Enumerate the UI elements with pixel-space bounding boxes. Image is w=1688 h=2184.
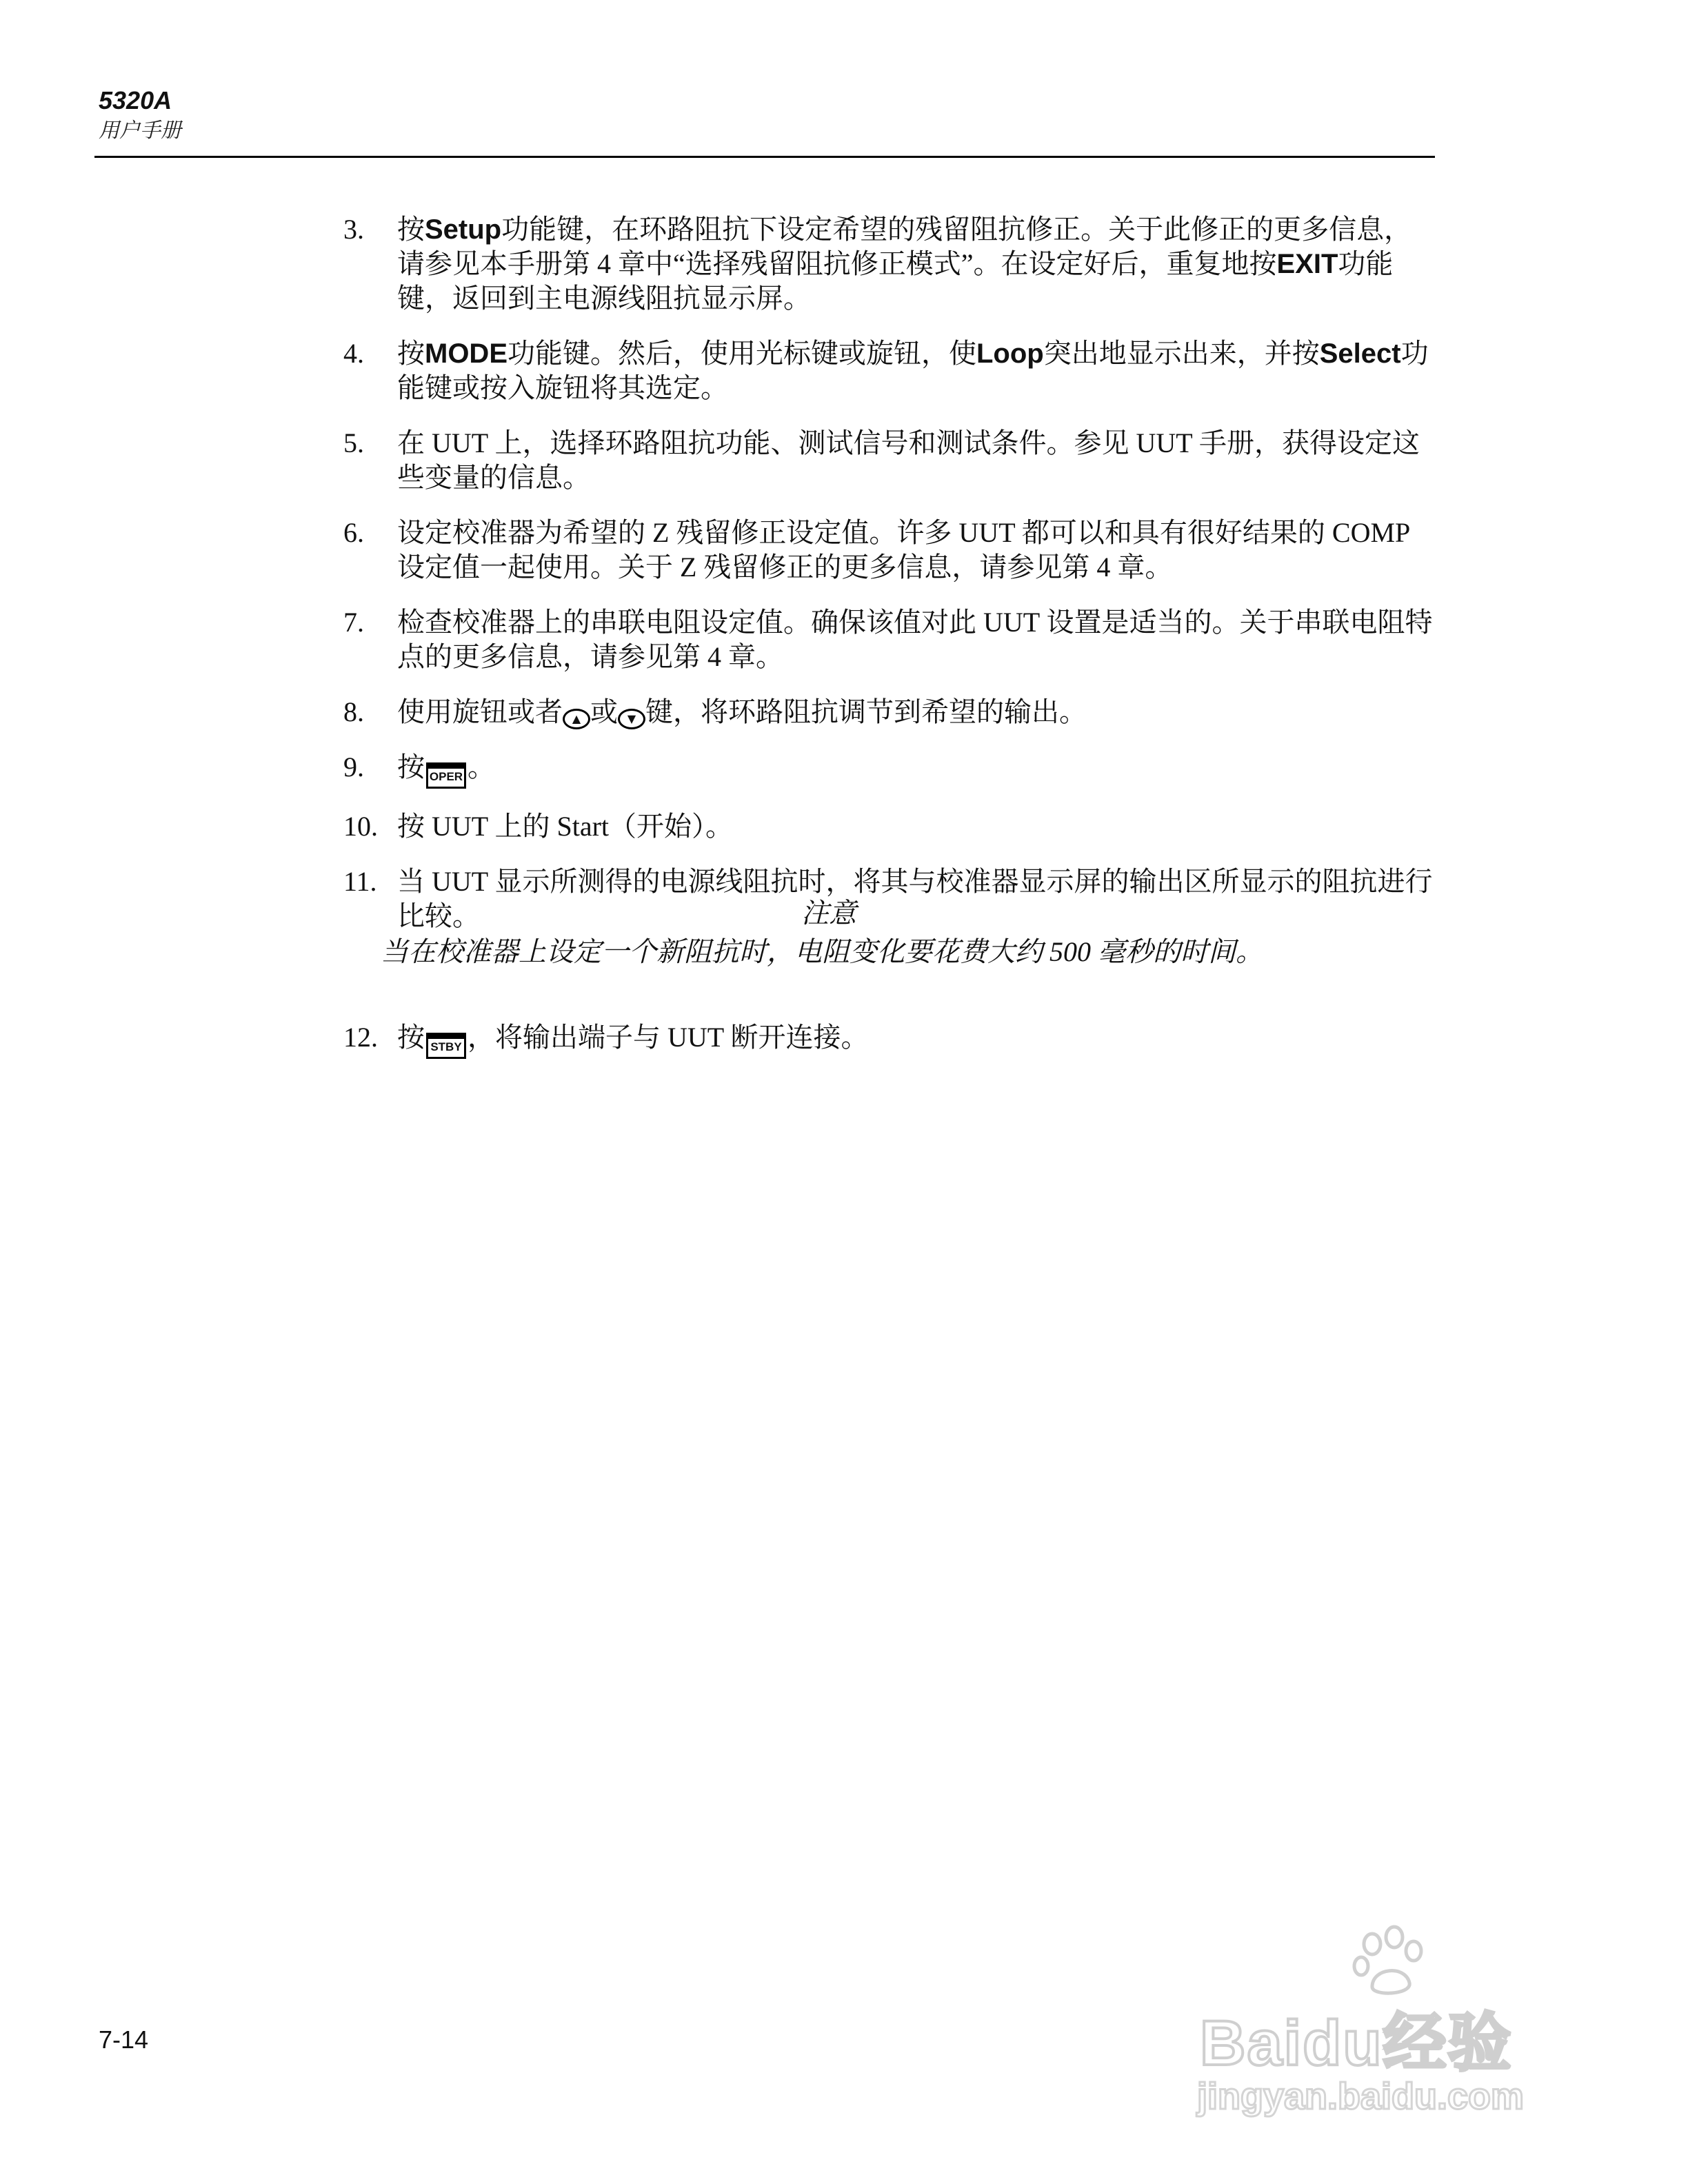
step-text: 设定校准器为希望的 Z 残留修正设定值。许多 UUT 都可以和具有很好结果的 COMP 设定值一起使用。关于 Z 残留修正的更多信息，请参见第 4 章。 (397, 517, 1409, 583)
step-text: 按 OPER 。 (397, 751, 495, 782)
step-text: 在 UUT 上，选择环路阻抗功能、测试信号和测试条件。参见 UUT 手册，获得设定这些变量的信息。 (397, 427, 1420, 493)
header-divider (94, 156, 1435, 158)
step-7 (343, 605, 1433, 674)
step-3 (343, 212, 1433, 316)
step-9 (343, 750, 1433, 789)
up-arrow-key-icon: ▲ (563, 709, 590, 729)
manual-model: 5320A (99, 86, 172, 114)
down-arrow-key-icon: ▼ (618, 709, 645, 729)
watermark-text: Baidu经验 (1200, 2008, 1513, 2079)
paw-logo-icon (1352, 1923, 1427, 1999)
step-text: 按MODE功能键。然后，使用光标键或旋钮，使Loop突出地显示出来，并按Select功能键或按入旋钮将其选定。 (397, 338, 1429, 403)
step-number: 10. (343, 811, 378, 842)
mode-key-label: MODE (425, 338, 508, 369)
setup-key-label: Setup (425, 214, 502, 245)
oper-key-icon: OPER (426, 762, 466, 789)
baidu-watermark (1186, 1923, 1600, 2130)
exit-key-label: EXIT (1276, 249, 1338, 279)
step-12 (343, 1020, 1487, 1059)
note-block (381, 896, 1346, 969)
note-title: 注意 (801, 898, 856, 929)
step-number: 4. (343, 338, 364, 369)
select-key-label: Select (1319, 338, 1401, 369)
step-10 (343, 809, 1433, 844)
stby-key-icon: STBY (426, 1033, 466, 1059)
step-number: 8. (343, 696, 364, 727)
step-text: 按 STBY ，将输出端子与 UUT 断开连接。 (397, 1022, 868, 1053)
step-text: 按 UUT 上的 Start（开始）。 (397, 811, 734, 842)
step-number: 6. (343, 517, 364, 548)
manual-subtitle: 用户手册 (99, 119, 181, 142)
step-text: 使用旋钮或者 ▲ 或 ▼ 键，将环路阻抗调节到希望的输出。 (397, 696, 1087, 727)
step-number: 3. (343, 214, 364, 245)
step-8 (343, 695, 1433, 729)
step-6 (343, 516, 1433, 585)
page-number: 7-14 (99, 2025, 149, 2054)
step-number: 7. (343, 607, 364, 638)
step-number: 9. (343, 751, 364, 782)
step-number: 12. (343, 1022, 378, 1053)
step-5 (343, 426, 1433, 495)
step-text: 当 UUT 显示所测得的电源线阻抗时，将其与校准器显示屏的输出区所显示的阻抗进行比较。 (397, 866, 1433, 931)
watermark-url: jingyan.baidu.com (1197, 2076, 1525, 2117)
step-4 (343, 336, 1433, 405)
step-text: 按Setup功能键，在环路阻抗下设定希望的残留阻抗修正。关于此修正的更多信息，请参见本手册第 4 章中“选择残留阻抗修正模式”。在设定好后，重复地按EXIT功能键，返回到主电源线阻抗显示屏。 (397, 214, 1412, 314)
step-number: 11. (343, 866, 377, 897)
step-number: 5. (343, 427, 364, 458)
note-text: 当在校准器上设定一个新阻抗时，电阻变化要花费大约 500 毫秒的时间。 (381, 936, 1263, 967)
procedure-steps (343, 212, 1433, 954)
loop-label: Loop (976, 338, 1044, 369)
step-text: 检查校准器上的串联电阻设定值。确保该值对此 UUT 设置是适当的。关于串联电阻特点的更多信息，请参见第 4 章。 (397, 607, 1433, 672)
